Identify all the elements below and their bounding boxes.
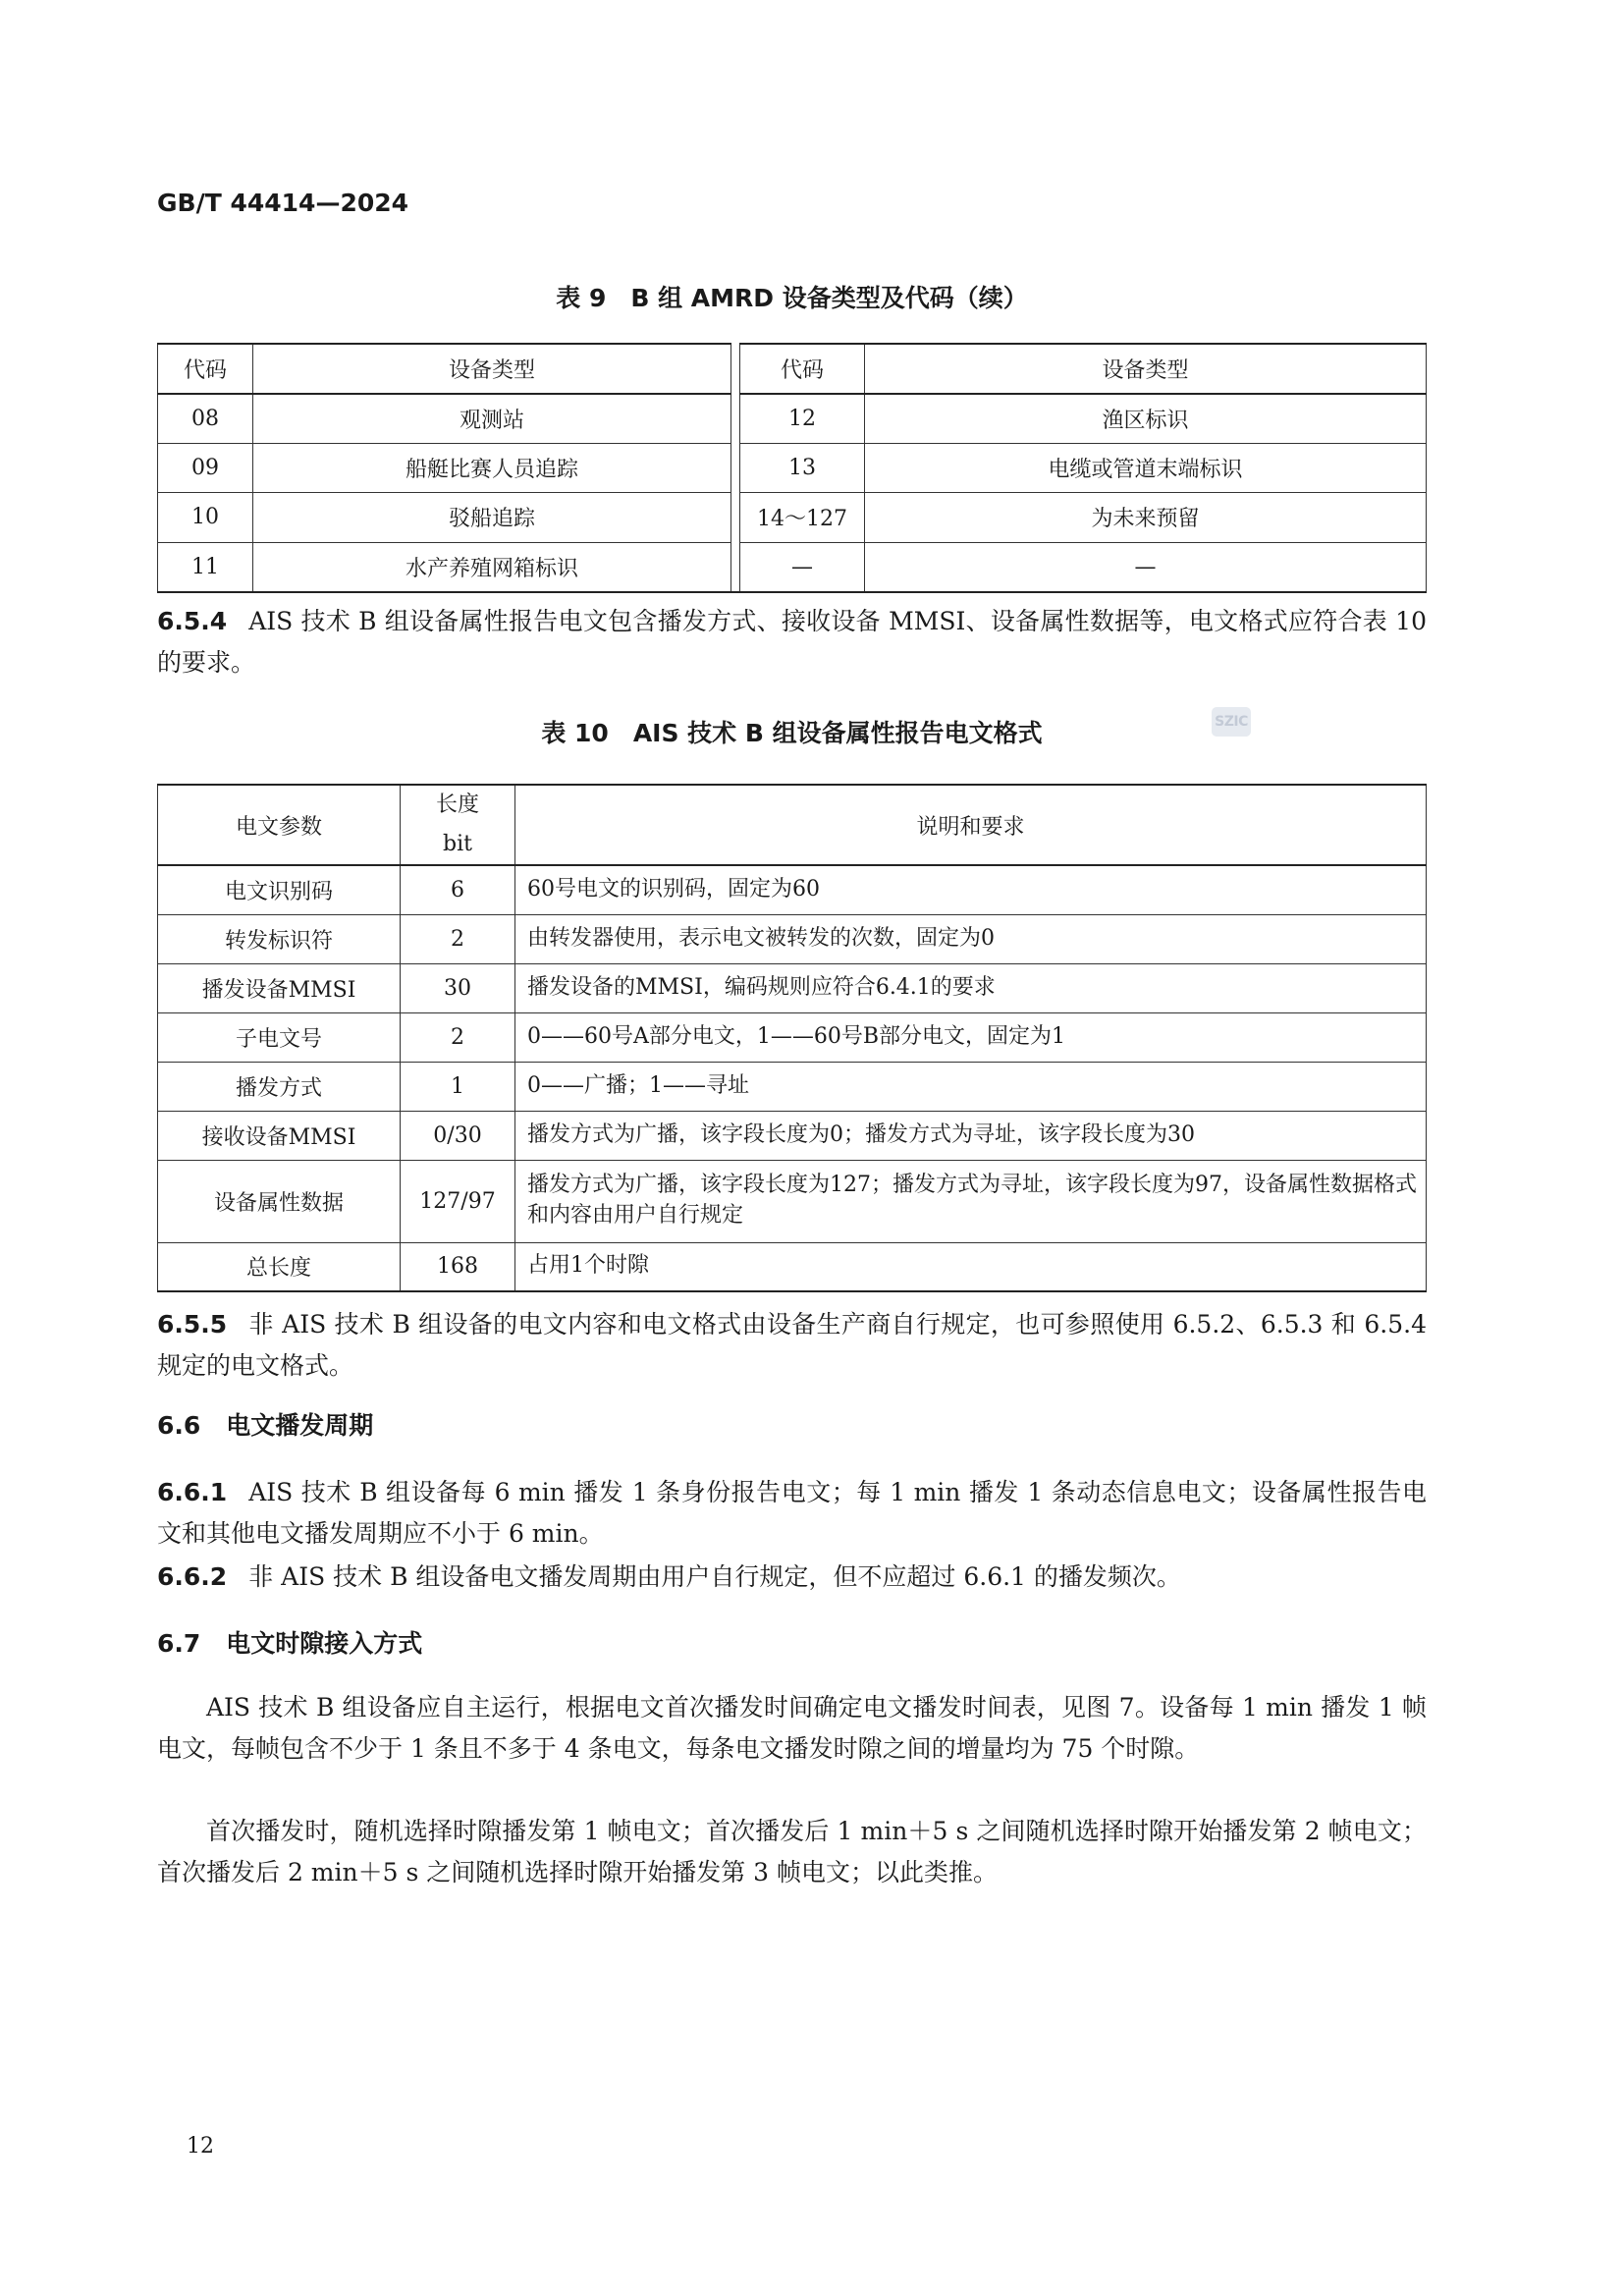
section-heading-6-6	[157, 1406, 373, 1442]
clause-6-5-5	[157, 1304, 1427, 1387]
column-header: 说明和要求	[515, 785, 1427, 865]
clause-text: AIS 技术 B 组设备属性报告电文包含播发方式、接收设备 MMSI、设备属性数据等，电文格式应符合表 10 的要求。	[157, 607, 1427, 677]
column-divider	[731, 542, 740, 592]
device-type-cell: 驳船追踪	[253, 493, 731, 543]
table-9	[157, 343, 1427, 593]
device-type-cell: 船艇比赛人员追踪	[253, 443, 731, 493]
length-header: 长度	[435, 793, 479, 817]
section-title: 电文时隙接入方式	[226, 1629, 423, 1658]
description-cell: 播发方式为广播，该字段长度为127；播发方式为寻址，该字段长度为97，设备属性数据格式和内容由用户自行规定	[515, 1160, 1427, 1242]
code-cell: —	[740, 542, 865, 592]
table-header-row	[158, 344, 1427, 394]
code-cell: 11	[158, 542, 253, 592]
standard-code: GB/T 44414—2024	[157, 189, 409, 217]
section-number: 6.6	[157, 1411, 201, 1440]
clause-number: 6.5.5	[157, 1310, 228, 1339]
device-type-cell: 电缆或管道末端标识	[865, 443, 1427, 493]
length-cell: 6	[401, 865, 515, 914]
clause-text: 非 AIS 技术 B 组设备电文播发周期由用户自行规定，但不应超过 6.6.1 的播发频次。	[248, 1562, 1181, 1591]
paragraph-6-7-a: AIS 技术 B 组设备应自主运行，根据电文首次播发时间确定电文播发时间表，见图 7。设备每 1 min 播发 1 帧电文，每帧包含不少于 1 条且不多于 4 条电文，每条电文播发时隙之间的增量均为 75 个时隙。	[157, 1693, 1427, 1763]
description-cell: 播发方式为广播，该字段长度为0；播发方式为寻址，该字段长度为30	[515, 1111, 1427, 1160]
column-header: 代码	[158, 344, 253, 394]
description-cell: 0——广播；1——寻址	[515, 1062, 1427, 1111]
column-divider	[731, 493, 740, 543]
length-cell: 2	[401, 914, 515, 963]
param-cell: 播发方式	[158, 1062, 401, 1111]
device-type-cell: 观测站	[253, 394, 731, 444]
code-cell: 14～127	[740, 493, 865, 543]
table-row	[158, 914, 1427, 963]
code-cell: 12	[740, 394, 865, 444]
device-type-cell: 为未来预留	[865, 493, 1427, 543]
clause-text: AIS 技术 B 组设备每 6 min 播发 1 条身份报告电文；每 1 min 播发 1 条动态信息电文；设备属性报告电文和其他电文播发周期应不小于 6 min。	[157, 1478, 1427, 1548]
code-cell: 10	[158, 493, 253, 543]
column-header: 设备类型	[865, 344, 1427, 394]
unit-header: bit	[443, 832, 472, 856]
code-cell: 09	[158, 443, 253, 493]
length-cell: 2	[401, 1012, 515, 1062]
column-header: 代码	[740, 344, 865, 394]
table-row	[158, 443, 1427, 493]
param-cell: 设备属性数据	[158, 1160, 401, 1242]
page-number: 12	[187, 2134, 214, 2159]
description-cell: 播发设备的MMSI，编码规则应符合6.4.1的要求	[515, 963, 1427, 1012]
column-divider	[731, 344, 740, 394]
section-heading-6-7	[157, 1624, 422, 1660]
table-row	[158, 1012, 1427, 1062]
table-9-title: 表 9 B 组 AMRD 设备类型及代码（续）	[556, 284, 1028, 312]
table-row	[158, 865, 1427, 914]
column-header: 电文参数	[158, 785, 401, 865]
table-row	[158, 493, 1427, 543]
table-10-title: 表 10 AIS 技术 B 组设备属性报告电文格式	[541, 719, 1043, 747]
table-row	[158, 394, 1427, 444]
table-header-row	[158, 785, 1427, 865]
param-cell: 电文识别码	[158, 865, 401, 914]
clause-number: 6.6.2	[157, 1562, 228, 1591]
column-header	[401, 785, 515, 865]
column-header: 设备类型	[253, 344, 731, 394]
clause-6-6-1	[157, 1472, 1427, 1555]
table-row	[158, 542, 1427, 592]
table-10	[157, 784, 1427, 1292]
device-type-cell: 水产养殖网箱标识	[253, 542, 731, 592]
description-cell: 0——60号A部分电文，1——60号B部分电文，固定为1	[515, 1012, 1427, 1062]
param-cell: 子电文号	[158, 1012, 401, 1062]
paragraph-6-7-b: 首次播发时，随机选择时隙播发第 1 帧电文；首次播发后 1 min＋5 s 之间随机选择时隙开始播发第 2 帧电文；首次播发后 2 min＋5 s 之间随机选择时隙开始播发第 3 帧电文；以此类推。	[157, 1817, 1427, 1886]
column-divider	[731, 443, 740, 493]
table-row	[158, 1062, 1427, 1111]
description-cell: 60号电文的识别码，固定为60	[515, 865, 1427, 914]
table-row	[158, 1111, 1427, 1160]
table-row	[158, 963, 1427, 1012]
length-cell: 30	[401, 963, 515, 1012]
column-divider	[731, 394, 740, 444]
clause-number: 6.6.1	[157, 1478, 228, 1506]
section-title: 电文播发周期	[226, 1411, 374, 1440]
code-cell: 13	[740, 443, 865, 493]
length-cell: 0/30	[401, 1111, 515, 1160]
code-cell: 08	[158, 394, 253, 444]
length-cell: 168	[401, 1242, 515, 1291]
table-row	[158, 1242, 1427, 1291]
clause-text: 非 AIS 技术 B 组设备的电文内容和电文格式由设备生产商自行规定，也可参照使用 6.5.2、6.5.3 和 6.5.4 规定的电文格式。	[157, 1310, 1427, 1380]
clause-6-5-4	[157, 601, 1427, 683]
clause-number: 6.5.4	[157, 607, 228, 635]
device-type-cell: —	[865, 542, 1427, 592]
param-cell: 转发标识符	[158, 914, 401, 963]
param-cell: 播发设备MMSI	[158, 963, 401, 1012]
description-cell: 占用1个时隙	[515, 1242, 1427, 1291]
param-cell: 接收设备MMSI	[158, 1111, 401, 1160]
param-cell: 总长度	[158, 1242, 401, 1291]
length-cell: 1	[401, 1062, 515, 1111]
section-number: 6.7	[157, 1629, 201, 1658]
length-cell: 127/97	[401, 1160, 515, 1242]
description-cell: 由转发器使用，表示电文被转发的次数，固定为0	[515, 914, 1427, 963]
clause-6-6-2	[157, 1557, 1427, 1598]
device-type-cell: 渔区标识	[865, 394, 1427, 444]
table-row	[158, 1160, 1427, 1242]
watermark-logo: SZIC	[1212, 707, 1251, 737]
